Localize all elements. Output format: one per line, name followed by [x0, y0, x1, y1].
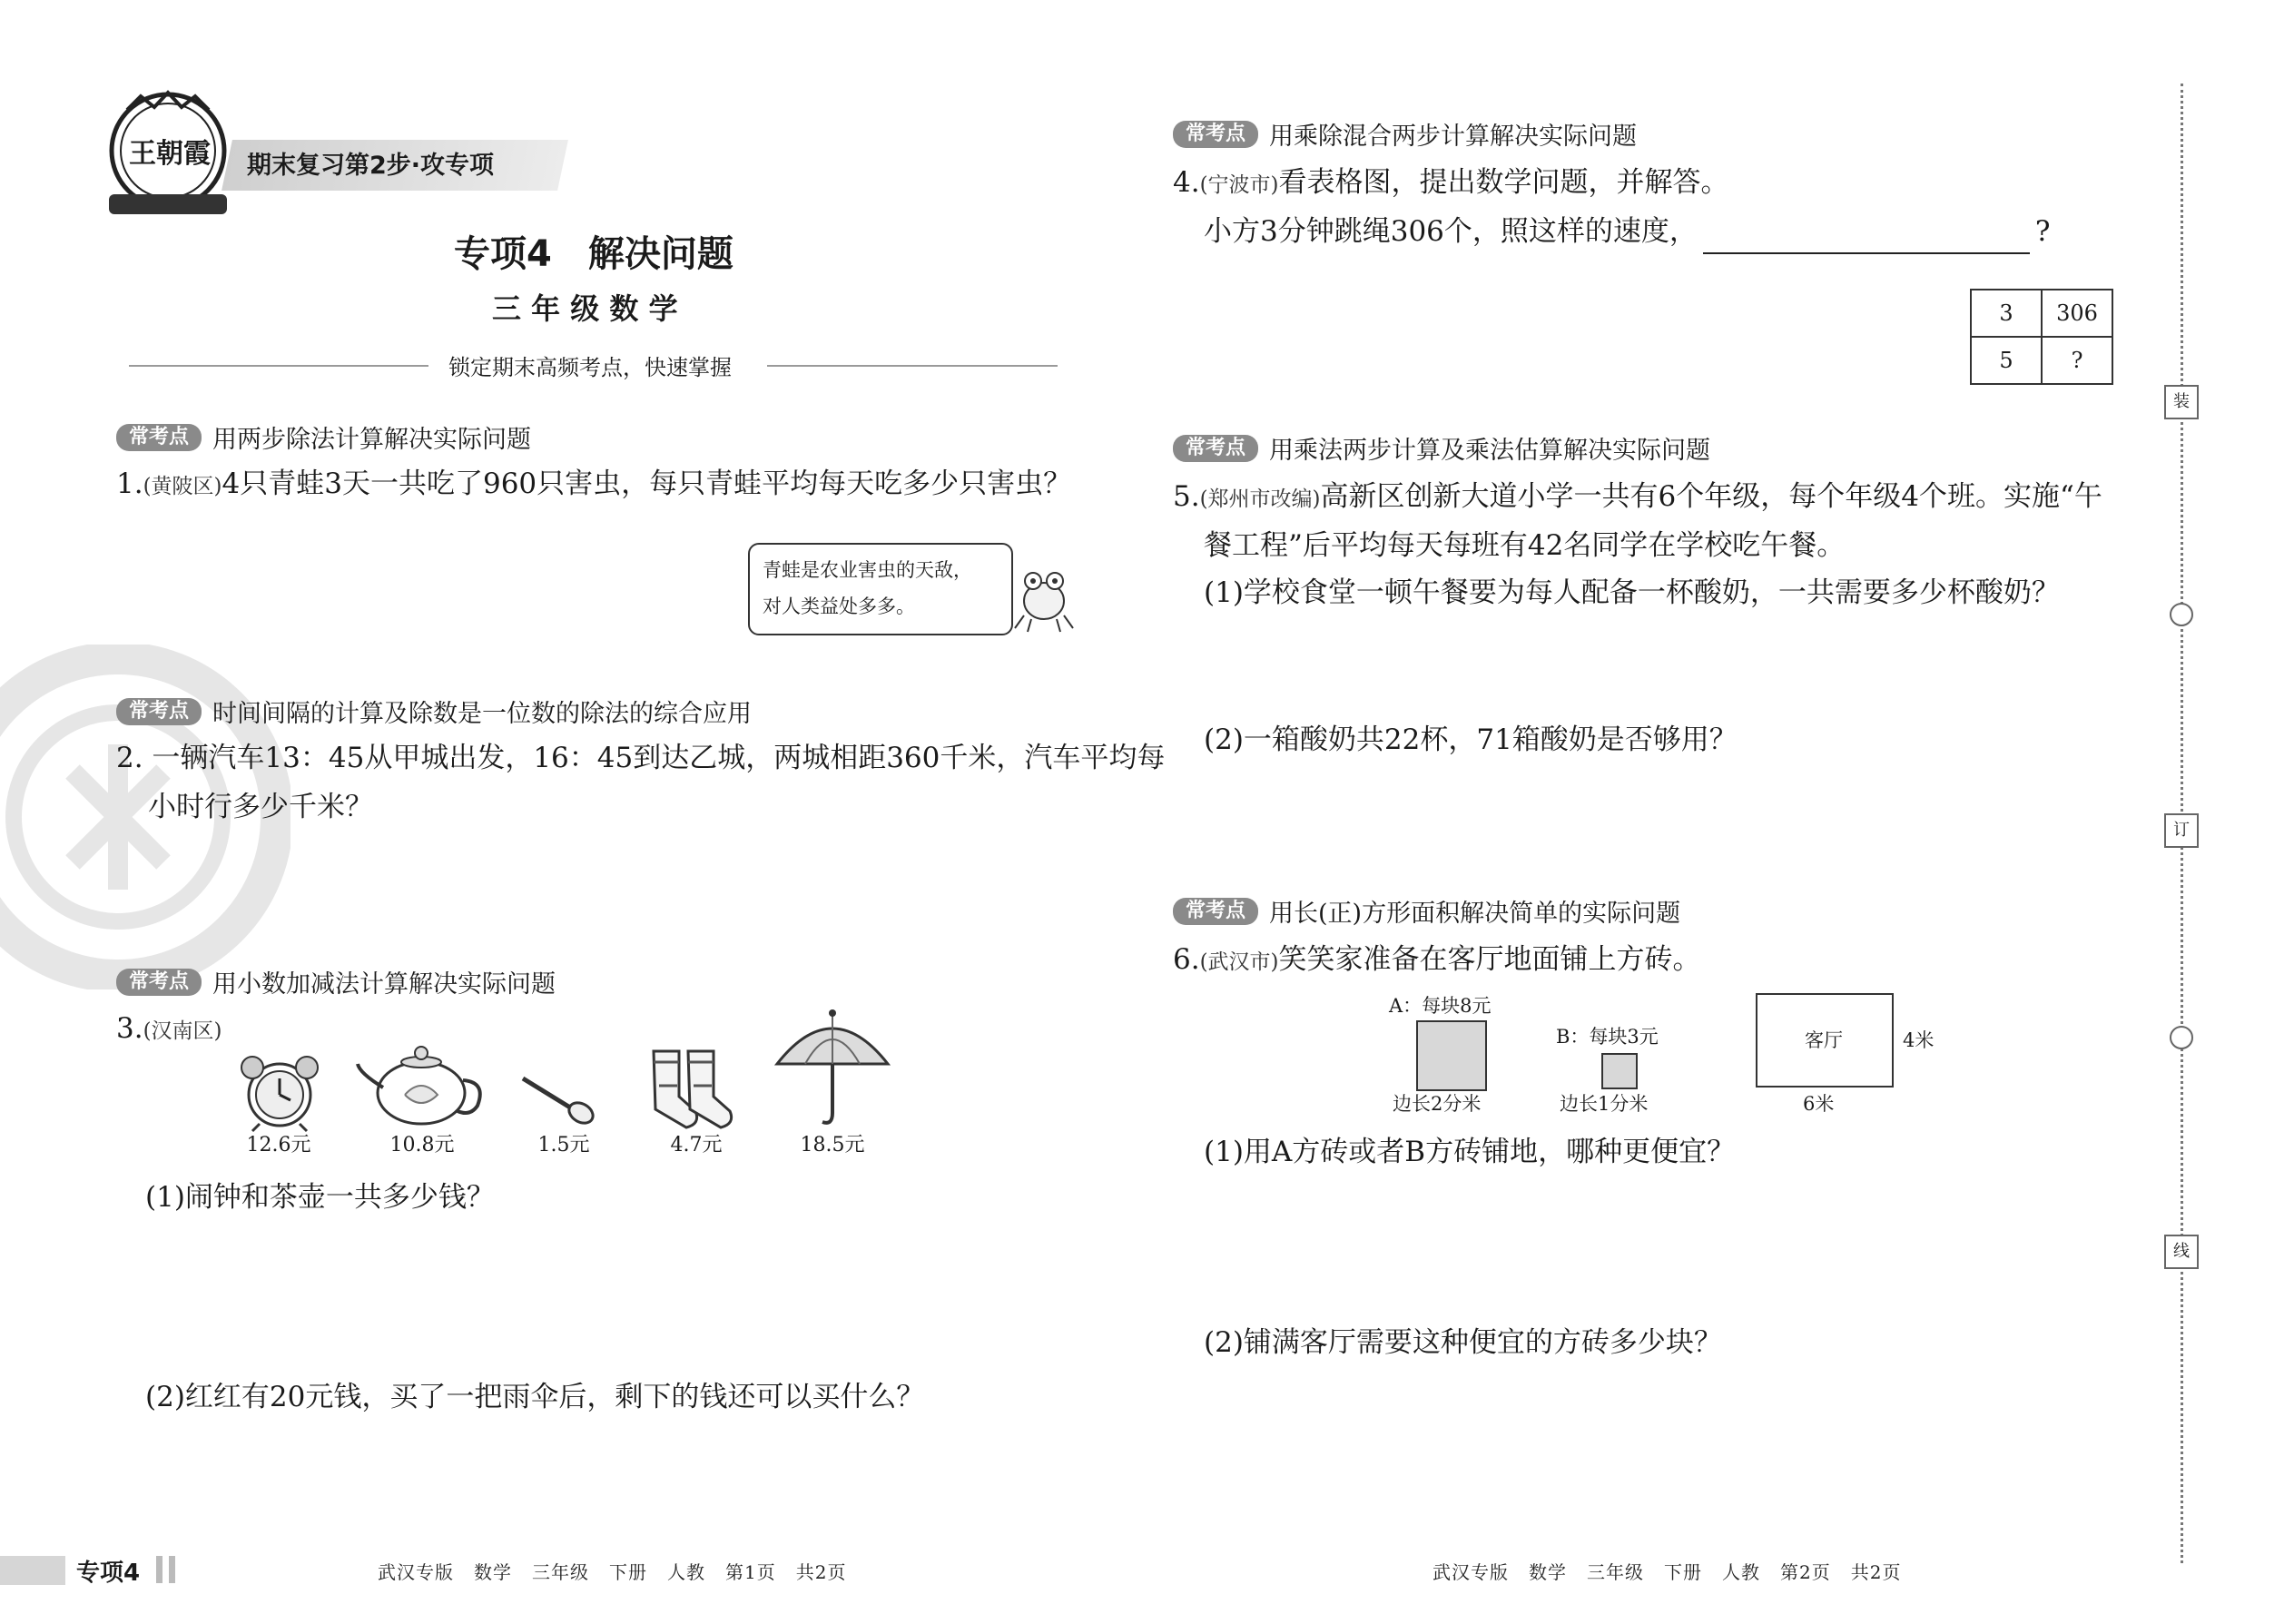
kp-row-1: [116, 419, 531, 455]
question-3-part-1: (1)闹钟和茶壶一共多少钱？: [145, 1181, 495, 1214]
question-2-line-1: 2. 一辆汽车13：45从甲城出发，16：45到达乙城，两城相距360千米，汽车平均每: [116, 742, 1166, 774]
kp-row-2: [116, 694, 752, 729]
tile-a-side: 边长2分米: [1393, 1093, 1482, 1115]
spoon-icon: [517, 1071, 599, 1126]
rate-table: [1970, 289, 2113, 385]
teapot-icon: [350, 1037, 496, 1127]
source-4: (宁波市): [1199, 173, 1279, 197]
question-6-part-1: (1)用A方砖或者B方砖铺地，哪种更便宜？: [1204, 1136, 1736, 1168]
socks-icon: [641, 1046, 741, 1137]
room-label: 客厅: [1805, 1029, 1843, 1051]
question-1: 1.(黄陂区)4只青蛙3天一共吃了960只害虫，每只青蛙平均每天吃多少只害虫？: [116, 468, 1072, 500]
table-cell: 306: [2042, 290, 2112, 337]
kp-badge: 常考点: [1173, 898, 1258, 925]
binding-hole-2: [2170, 1026, 2193, 1049]
question-5-part-2: (2)一箱酸奶共22杯，71箱酸奶是否够用？: [1204, 723, 1738, 756]
footer-right: 武汉专版 数学 三年级 下册 人教 第2页 共2页: [1433, 1561, 1902, 1583]
question-5-line-2: 餐工程”后平均每天每班有42名同学在学校吃午餐。: [1204, 529, 1846, 562]
binding-mark-2: 订: [2164, 813, 2199, 848]
bubble-line-1: 青蛙是农业害虫的天敌，: [763, 559, 972, 581]
kp-badge: 常考点: [1173, 435, 1258, 462]
bubble-line-2: 对人类益处多多。: [763, 595, 915, 617]
table-cell: ?: [2042, 337, 2112, 384]
question-3: 3.(汉南区): [116, 1012, 222, 1045]
kp-row-3: [116, 964, 556, 999]
tile-a: [1416, 1020, 1487, 1091]
question-6: 6.(武汉市)笑笑家准备在客厅地面铺上方砖。: [1173, 943, 1701, 976]
tile-a-label: A：每块8元: [1389, 995, 1492, 1017]
question-3-part-2: (2)红红有20元钱，买了一把雨伞后，剩下的钱还可以买什么？: [145, 1381, 925, 1413]
tile-b-side: 边长1分米: [1560, 1093, 1649, 1115]
kp-text-2: 时间间隔的计算及除数是一位数的除法的综合应用: [212, 700, 753, 728]
header-banner: 期末复习第2步·攻专项: [247, 152, 495, 180]
table-cell: 3: [1971, 290, 2042, 337]
kp-row-4: [1173, 116, 1637, 152]
question-1-text: 4只青蛙3天一共吃了960只害虫，每只青蛙平均每天吃多少只害虫？: [222, 468, 1072, 500]
kp-row-5: [1173, 430, 1710, 466]
footer-tag-bar: [0, 1556, 65, 1585]
speech-bubble: [748, 543, 1013, 635]
question-4-text: 看表格图，提出数学问题，并解答。: [1278, 166, 1729, 199]
kp-badge: 常考点: [116, 424, 202, 451]
price-alarm-clock: 12.6元: [246, 1134, 311, 1156]
tile-b-label: B：每块3元: [1556, 1026, 1659, 1048]
table-cell: 5: [1971, 337, 2042, 384]
question-4-line-2: 小方3分钟跳绳306个，照这样的速度， ?: [1204, 209, 2051, 254]
logo-text: 王朝霞: [129, 138, 211, 170]
room-width: 6米: [1803, 1093, 1835, 1115]
kp-badge: 常考点: [116, 969, 202, 996]
question-2-line-2: 小时行多少千米？: [148, 791, 373, 823]
binding-mark-3: 线: [2164, 1235, 2199, 1269]
tile-b: [1601, 1053, 1638, 1089]
source-1: (黄陂区): [143, 475, 222, 498]
binding-mark-1: 装: [2164, 385, 2199, 419]
price-socks: 4.7元: [670, 1134, 723, 1156]
kp-text-5: 用乘法两步计算及乘法估算解决实际问题: [1269, 437, 1711, 465]
footer-left: 武汉专版 数学 三年级 下册 人教 第1页 共2页: [378, 1561, 847, 1583]
source-5: (郑州市改编): [1199, 487, 1321, 511]
page-subtitle: 三 年 级 数 学: [492, 291, 678, 326]
question-6-text: 笑笑家准备在客厅地面铺上方砖。: [1278, 943, 1701, 976]
kp-badge: 常考点: [116, 698, 202, 725]
source-6: (武汉市): [1199, 950, 1279, 974]
footer-tag: 专项4: [76, 1560, 141, 1587]
kp-text-1: 用两步除法计算解决实际问题: [212, 426, 532, 454]
question-4: 4.(宁波市)看表格图，提出数学问题，并解答。: [1173, 166, 1729, 199]
source-3: (汉南区): [143, 1019, 222, 1043]
price-teapot: 10.8元: [389, 1134, 455, 1156]
footer-tag-dots: [156, 1556, 182, 1583]
binding-hole-1: [2170, 603, 2193, 626]
room-height: 4米: [1903, 1029, 1935, 1051]
question-6-part-2: (2)铺满客厅需要这种便宜的方砖多少块？: [1204, 1326, 1722, 1359]
price-spoon: 1.5元: [537, 1134, 590, 1156]
tagline-rule-left: [129, 365, 428, 367]
alarm-clock-icon: [234, 1051, 325, 1133]
kp-row-6: [1173, 893, 1680, 929]
tagline-rule-right: [767, 365, 1058, 367]
umbrella-icon: [773, 1006, 891, 1133]
answer-blank[interactable]: [1703, 221, 2030, 254]
kp-badge: 常考点: [1173, 121, 1258, 148]
kp-text-6: 用长(正)方形面积解决简单的实际问题: [1269, 900, 1681, 928]
kp-text-4: 用乘除混合两步计算解决实际问题: [1269, 123, 1638, 151]
tagline: 锁定期末高频考点，快速掌握: [448, 355, 732, 380]
frog-icon: [1009, 561, 1078, 634]
living-room: [1756, 993, 1894, 1088]
question-5-part-1: (1)学校食堂一顿午餐要为每人配备一杯酸奶，一共需要多少杯酸奶？: [1204, 576, 2060, 609]
logo: [100, 87, 236, 223]
kp-text-3: 用小数加减法计算解决实际问题: [212, 970, 556, 999]
page-title: 专项4 解决问题: [454, 233, 733, 275]
question-5-line-1: 5.(郑州市改编)高新区创新大道小学一共有6个年级，每个年级4个班。实施“午: [1173, 480, 2102, 513]
price-umbrella: 18.5元: [800, 1134, 865, 1156]
